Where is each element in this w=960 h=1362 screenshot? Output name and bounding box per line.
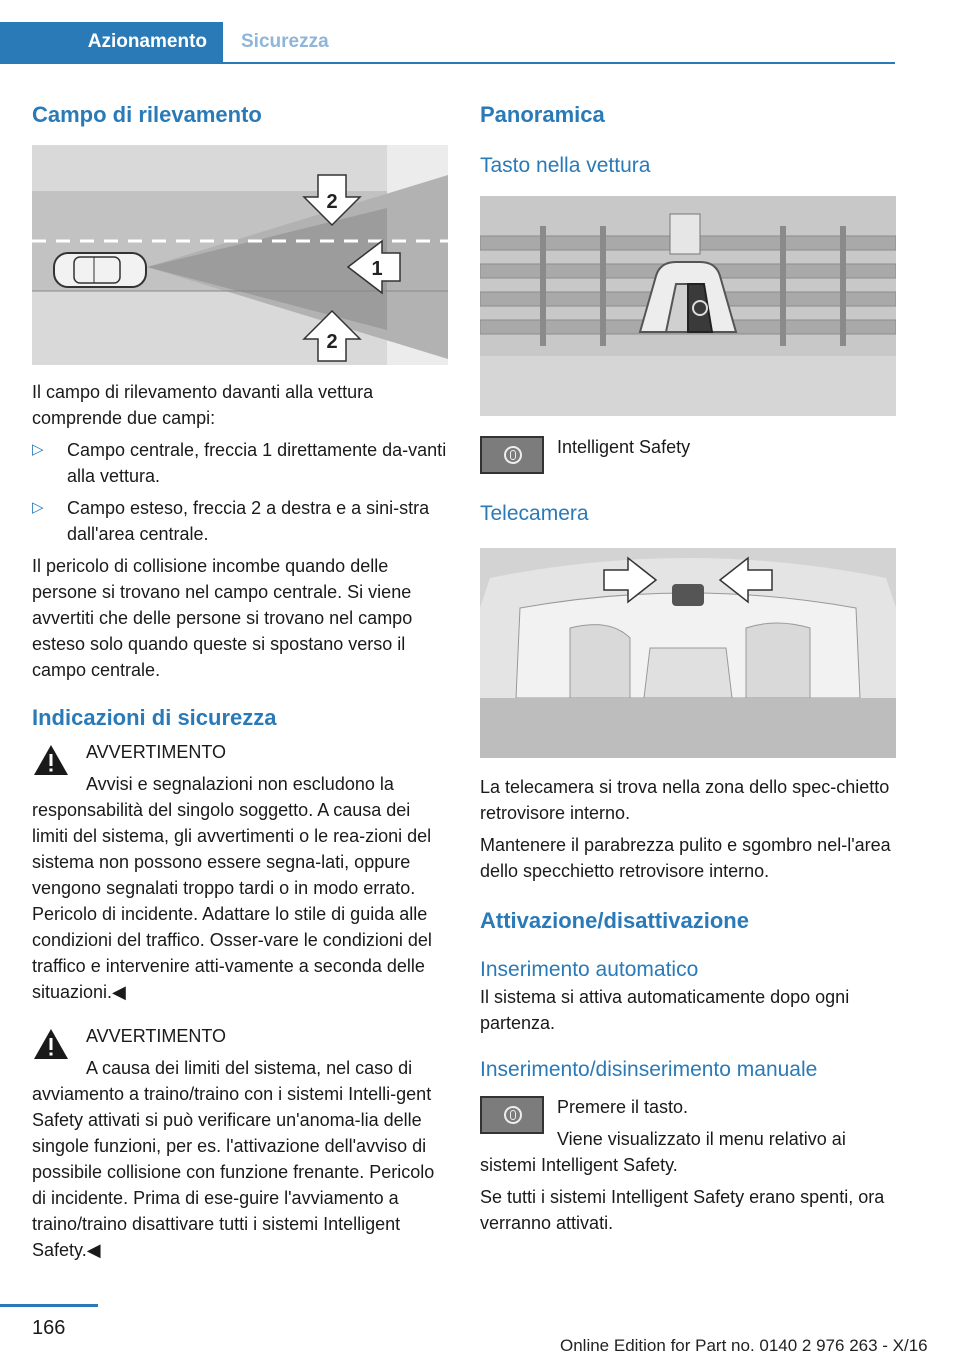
right-column: [480, 100, 896, 1236]
list-item: ▷ Campo centrale, freccia 1 direttamente da-vanti alla vettura.: [32, 437, 448, 489]
detection-list: [32, 437, 448, 547]
warning-block: [32, 1023, 448, 1263]
manual-step-1: Premere il tasto.: [557, 1097, 689, 1117]
arrow-2-top-label: 2: [326, 191, 338, 213]
heading-detection-range: Campo di rilevamento: [32, 102, 262, 127]
manual-step-3: Se tutti i sistemi Intelligent Safety erano spenti, ora verranno attivati.: [480, 1187, 885, 1233]
warning-text: A causa dei limiti del sistema, nel caso di avviamento a traino/traino con i sistemi Intelli-gent Safety attivati si può verificare un'anoma-lia delle singole funzioni, per es. l'attivazione dell'avviso di possibile collisione con funzione frenante. Pericolo di incidente. Prima di ese-guire l'avviamento a traino/traino disattivare tutti i sistemi Intelligent Safety.◀: [32, 1058, 435, 1260]
warning-label: AVVERTIMENTO: [86, 742, 227, 762]
button-legend: [480, 434, 896, 474]
camera-interior-photo: [480, 548, 896, 758]
heading-auto-activation: Inserimento automatico: [480, 958, 699, 981]
intelligent-safety-icon: [504, 1106, 522, 1124]
triangle-bullet-icon: ▷: [32, 441, 44, 458]
heading-button-in-car: Tasto nella vettura: [480, 154, 651, 177]
heading-overview: Panoramica: [480, 102, 605, 127]
heading-camera: Telecamera: [480, 502, 589, 525]
tab-sicurezza[interactable]: Sicurezza: [241, 31, 329, 52]
intelligent-safety-icon: [504, 446, 522, 464]
button-caption: Intelligent Safety: [557, 437, 691, 457]
edition-note: Online Edition for Part no. 0140 2 976 263 - X/16: [560, 1336, 928, 1355]
manual-step-2: Viene visualizzato il menu relativo ai sistemi Intelligent Safety.: [480, 1129, 846, 1175]
car-icon: [54, 253, 146, 287]
warning-block: [32, 739, 448, 1005]
warning-icon: [32, 1027, 70, 1061]
intelligent-safety-button[interactable]: [480, 1096, 544, 1134]
manual-block: [480, 1094, 896, 1236]
camera-location-text: La telecamera si trova nella zona dello spec-chietto retrovisore interno.: [480, 777, 890, 823]
warning-text: Avvisi e segnalazioni non escludono la responsabilità del singolo soggetto. A causa dei limiti del sistema, gli avvertimenti o le rea-zioni del sistema non possono essere segna-lati, oppure vengono segnalati troppo tardi o in modo errato. Pericolo di incidente. Adattare lo stile di guida alle condizioni del traffico. Osser-vare le condizioni del traffico e intervenire atti-vamente a seconda delle situazioni.◀: [32, 774, 432, 1002]
list-item: ▷ Campo esteso, freccia 2 a destra e a sini-stra dall'area centrale.: [32, 495, 448, 547]
dashboard-button-photo: [480, 196, 896, 416]
heading-manual-activation: Inserimento/disinserimento manuale: [480, 1058, 818, 1081]
detection-range-figure: [32, 145, 448, 365]
detection-intro: Il campo di rilevamento davanti alla vettura comprende due campi:: [32, 382, 374, 428]
left-column: [32, 100, 448, 1263]
arrow-2-bottom-label: 2: [326, 331, 338, 353]
warning-label: AVVERTIMENTO: [86, 1026, 227, 1046]
warning-icon: [32, 743, 70, 777]
tab-azionamento[interactable]: Azionamento: [0, 22, 223, 62]
intelligent-safety-button[interactable]: [480, 436, 544, 474]
triangle-bullet-icon: ▷: [32, 499, 44, 516]
heading-activation: Attivazione/disattivazione: [480, 908, 749, 933]
page-number: 166: [32, 1317, 66, 1339]
heading-safety: Indicazioni di sicurezza: [32, 705, 277, 730]
camera-clean-text: Mantenere il parabrezza pulito e sgombro nel-l'area dello specchietto retrovisore interno.: [480, 835, 891, 881]
arrow-1-label: 1: [371, 258, 383, 280]
danger-paragraph: Il pericolo di collisione incombe quando delle persone si trovano nel campo centrale. Si viene avvertiti che delle persone si trovano nel campo esteso solo quando queste si spostano verso il campo centrale.: [32, 556, 413, 680]
footer-rule: [0, 1304, 98, 1307]
section-tabs: [0, 22, 895, 64]
auto-activation-text: Il sistema si attiva automaticamente dopo ogni partenza.: [480, 987, 850, 1033]
